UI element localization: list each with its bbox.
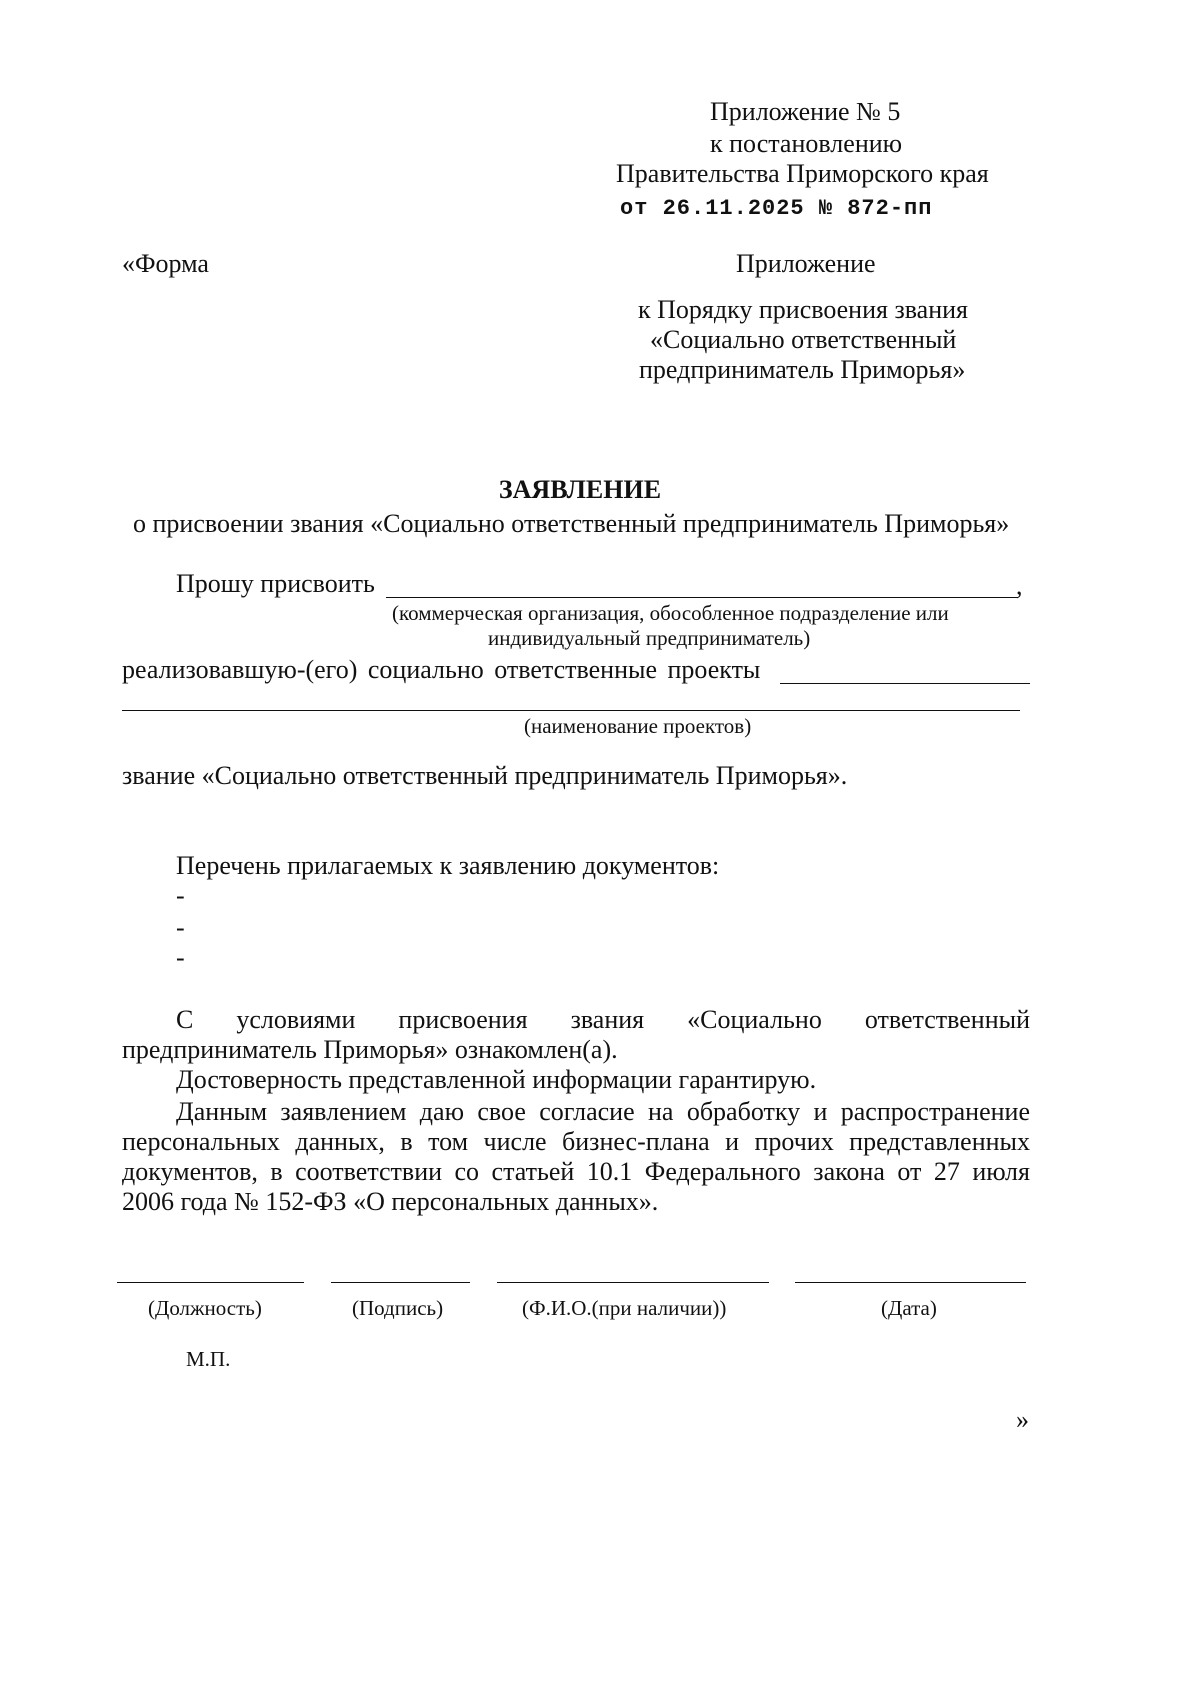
fullname-caption: (Ф.И.О.(при наличии)) xyxy=(522,1296,727,1320)
statement-title: ЗАЯВЛЕНИЕ xyxy=(498,475,662,504)
closing-quote: » xyxy=(1016,1405,1029,1434)
request-comma: , xyxy=(1016,571,1023,600)
appendix-line-2: «Социально ответственный xyxy=(650,325,957,354)
signature-blank-line[interactable] xyxy=(331,1282,470,1283)
conditions-line-2: предприниматель Приморья» ознакомлен(а). xyxy=(122,1035,618,1064)
appendix-line-3: предприниматель Приморья» xyxy=(639,355,966,384)
request-prefix: Прошу присвоить xyxy=(176,569,375,598)
projects-blank-line-1[interactable] xyxy=(780,683,1030,684)
projects-prefix: реализовавшую-(его) социально ответственные проекты xyxy=(122,655,761,684)
documents-item-1: - xyxy=(176,881,185,910)
guarantee-text: Достоверность представленной информации гарантирую. xyxy=(176,1065,817,1094)
date-caption: (Дата) xyxy=(881,1296,937,1320)
documents-heading: Перечень прилагаемых к заявлению документов: xyxy=(176,851,720,880)
organization-hint-line-1: (коммерческая организация, обособленное подразделение или xyxy=(392,601,949,625)
consent-line-1: Данным заявлением даю свое согласие на обработку и распространение xyxy=(176,1097,1030,1126)
header-government: Правительства Приморского края xyxy=(616,159,989,188)
organization-hint-line-2: индивидуальный предприниматель) xyxy=(488,626,811,650)
organization-blank-line[interactable] xyxy=(386,597,1018,598)
title-line: звание «Социально ответственный предприниматель Приморья». xyxy=(122,761,848,790)
position-blank-line[interactable] xyxy=(117,1282,304,1283)
statement-subtitle: о присвоении звания «Социально ответственный предприниматель Приморья» xyxy=(133,509,1010,538)
conditions-line-1: С условиями присвоения звания «Социально ответственный xyxy=(176,1005,1030,1034)
projects-hint: (наименование проектов) xyxy=(524,714,752,738)
consent-line-4: 2006 года № 152-ФЗ «О персональных данных». xyxy=(122,1187,659,1216)
stamp-placeholder: М.П. xyxy=(186,1347,231,1371)
projects-blank-line-2[interactable] xyxy=(122,710,1020,711)
date-blank-line[interactable] xyxy=(795,1282,1026,1283)
consent-line-3: документов, в соответствии со статьей 10.1 Федерального закона от 27 июля xyxy=(122,1157,1030,1186)
appendix-line-1: к Порядку присвоения звания xyxy=(638,295,969,324)
fullname-blank-line[interactable] xyxy=(497,1282,769,1283)
signature-caption: (Подпись) xyxy=(352,1296,444,1320)
documents-item-2: - xyxy=(176,913,185,942)
documents-item-3: - xyxy=(176,943,185,972)
appendix-title: Приложение xyxy=(736,249,876,278)
header-appendix-number: Приложение № 5 xyxy=(710,97,901,126)
position-caption: (Должность) xyxy=(148,1296,262,1320)
header-date-number: от 26.11.2025 № 872-пп xyxy=(620,196,933,221)
form-label: «Форма xyxy=(122,249,209,278)
consent-line-2: персональных данных, в том числе бизнес-плана и прочих представленных xyxy=(122,1127,1030,1156)
header-resolution: к постановлению xyxy=(710,129,903,158)
